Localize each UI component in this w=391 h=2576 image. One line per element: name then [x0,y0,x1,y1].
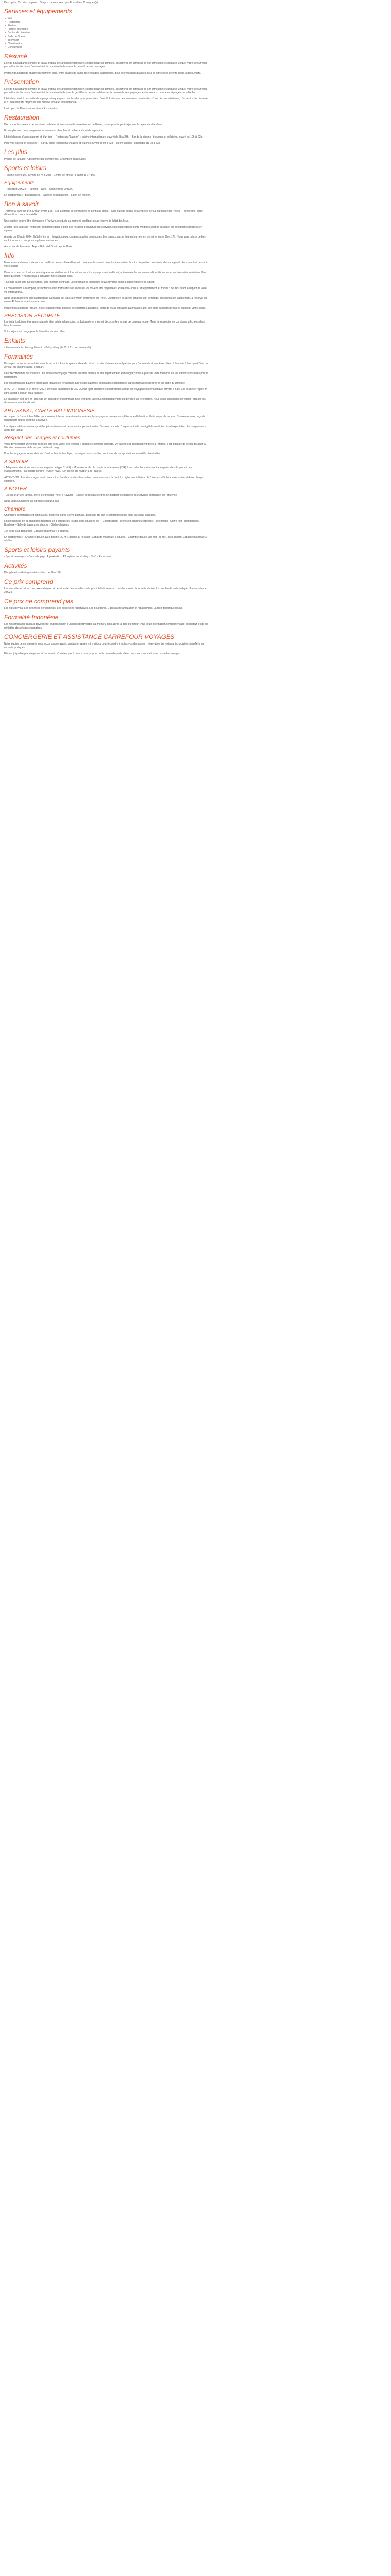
subsection-heading: A NOTER [4,486,27,492]
paragraph: Une caution pourra être demandée à l'arrivée, restituée au moment du départ sous réserve de l'état des lieux. [4,219,129,223]
section-heading: Résumé [4,53,27,60]
paragraph: A partir du 29 août 2024, l'hôtel entre en rénovation pour certaines parties communes. Les travaux auront lieu en journée, en semaine, entre 9h et 17h. Nous vous prions de bien vouloir nous excuser pour la gêne occasionnée. [4,235,206,242]
service-item: • Conciergerie [5,46,387,49]
paragraph: Les vols aller et retour. Les taxes aéroport et de sécurité. Les transferts aéroport / hôtel / aéroport. Le séjour selon la formule choisie. Le nombre de nuits indiqué. Une assistance 24h/24. [4,587,207,594]
breadcrumb-intro: Description Ce prix comprend : 5 à prix ne comprend pas Formalités Consignes(s) [4,1,99,4]
section-heading: Formalités [4,353,34,360]
paragraph: Il est recommandé de souscrire une assurance voyage couvrant les frais médicaux et le rapatriement. Renseignez-vous auprès de votre médecin sur les vaccins conseillés pour la destination. [4,372,208,379]
paragraph: - En cas d'arrivée tardive, merci de prévenir l'hôtel à l'avance. - L'hôtel se réserve le droit de modifier les horaires des services en fonction de l'affluence. [4,494,178,497]
service-item: • Salle de fitness [5,35,387,39]
paragraph: Vous devez porter une tenue correcte lors de la visite des temples : épaules et genoux couverts. Un sarong est généralement prêté à l'entrée. Il est d'usage de ne pas toucher la tête des personnes et de ne pas pointer du doigt. [4,443,206,449]
paragraph: L'hôtel dispose de 48 chambres réparties en 3 catégories. Toutes sont équipées de : - Climatisation - Télévision (chaînes satellites) - Téléphone - Coffre-fort - Réfrigérateur - Bouilloire - Salle de bains avec douche - Sèche-cheveux [4,520,201,527]
paragraph: Plongée et snorkeling (certains sites, de 7h à 17h). [4,571,62,574]
paragraph: L'île de Bali apparaît comme un joyau tropical de l'archipel indonésien, célèbre pour ses temples, ses rizières en terrasses et son atmosphère spirituelle unique. Votre séjour vous permettra de découvrir l'authenticité de la culture balinaise et la beauté de ses paysages. [4,62,207,69]
paragraph: Aucun vol de France en Airport Bali. Vol Direct depuis Paris. [4,245,73,248]
paragraph: Les règles relatives au transport d'objets artisanaux et de souvenirs peuvent varier. Certains produits d'origine animale ou végétale sont interdits à l'exportation. Renseignez-vous avant tout achat. [4,425,207,432]
paragraph: Le passeport doit être en bon état. Un passeport endommagé peut entraîner un refus d'embarquement ou d'entrée sur le territoire. Nous vous conseillons de vérifier l'état de vos documents avant le départ. [4,398,206,404]
service-item: • Piscine [5,24,387,28]
service-item: • Climatisation [5,42,387,46]
service-item: • Wifi [5,17,387,21]
paragraph: Tous nos tarifs sont par personne, sauf mention contraire. Les prestations indiquées peuvent varier selon la disponibilité et la saison. [4,281,155,284]
services-section [4,8,387,49]
services-title: Services et équipements [4,8,72,15]
paragraph: Découvrez les saveurs de la cuisine balinaise et internationale au restaurant de l'hôtel, ouvert pour le petit-déjeuner, le déjeuner et le dîner. [4,123,163,126]
service-item: • Centre de bien-être [5,31,387,35]
section-heading: Les plus [4,148,27,156]
paragraph: Les ressortissants d'autres nationalités doivent se renseigner auprès des autorités consulaires compétentes sur les formalités d'entrée et de sortie du territoire. [4,382,186,385]
section-heading: Activités [4,562,27,569]
paragraph: Profitez d'un hôtel de charme idéalement situé, entre plages de sable fin et villages traditionnels, pour des vacances placées sous le signe de la détente et de la découverte. [4,72,201,75]
paragraph: A noter : les taxes de l'hôtel sont comprises dans le prix. Les horaires d'ouverture des services sont susceptibles d'être modifiés selon la saison et les conditions sanitaires en vigueur. [4,226,202,232]
subsection-heading: Équipements [4,180,35,186]
paragraph: - Adaptateur électrique recommandé (prise de type C et F). - Monnaie locale : la roupie indonésienne (IDR). Les cartes bancaires sont acceptées dans la plupart des établissements. - Décalage horaire : +6h en hiver, +7h en été par rapport à la France. [4,466,192,473]
service-item: • Télévision [5,39,387,42]
subsection-heading: A SAVOIR [4,459,28,465]
section-heading: Restauration [4,114,40,121]
paragraph: - Piscine extérieure, ouverte de 7h à 20h. - Centre de fitness (à partir de 17 ans). [4,174,96,177]
paragraph: - Spa et massages. - Cours de yoga. A proximité : - Plongée et snorkeling. - Surf. - Excursions. [4,555,112,558]
paragraph: ATTENTION : Tout dommage causé dans votre chambre ou dans les parties communes sera facturé. Le règlement intérieur de l'hôtel est affiché à la réception et dans chaque chambre. [4,476,204,483]
paragraph: Dans tous les cas, il est important que vous vérifiiez les informations de votre voyage avant le départ, notamment les documents d'identité requis et les formalités sanitaires. Pour toute question, n'hésitez pas à contacter notre service client. [4,271,207,278]
section-heading: Sports et loisirs payants [4,546,70,553]
paragraph: 1 lit bébé (sur demande). Capacité maximale : 3 adultes. [4,530,69,533]
section-heading: Ce prix ne comprend pas [4,598,74,605]
subsection-heading: Chambre [4,506,26,512]
paragraph: En supplément : - Blanchisserie. - Service de bagagerie. - Salon de réunion. [4,194,91,197]
paragraph: En supplément : - Chambre deluxe avec piscine (20 m²), balcon ou terrasse. Capacité maximale 3 adultes. - Chambre deluxe vue mer (25 m²), avec balcon. Capacité maximale 3 adultes. [4,536,207,543]
paragraph: Personnes à mobilité réduite : notre établissement dispose de chambres adaptées. Merci de nous contacter au préalable afin que nous puissions préparer au mieux votre séjour. [4,307,206,310]
paragraph: Elle est joignable par téléphone et par e-mail. N'hésitez pas à nous contacter pour toute demande particulière. Nous vous souhaitons un excellent voyage. [4,652,180,655]
paragraph: Passeport en cours de validité, valable au moins 6 mois après la date de retour. Un visa d'entrée est obligatoire pour l'Indonésie et peut être obtenu à l'arrivée à l'aéroport (Visa on Arrival) ou en ligne avant le départ. [4,362,208,369]
paragraph: Les ressortissants français doivent être en possession d'un passeport valable au moins 6 mois après la date de retour. Pour toute information complémentaire, consultez le site du ministère des Affaires étrangères. [4,623,208,630]
paragraph: A NOTER : depuis le 14 février 2024, une taxe touristique de 150 000 IDR par personne est demandée à tous les voyageurs internationaux arrivant à Bali. Elle peut être réglée en ligne avant le départ ou à l'arrivée. [4,388,208,395]
page [0,0,391,669]
section-heading: CONCIERGERIE ET ASSISTANCE CARREFOUR VOYAGES [4,633,175,640]
paragraph: - Réception 24h/24. - Parking. - Wi-fi. - Conciergerie 24h/24. [4,188,73,191]
subsection-heading: ARTISANAT, CARTE BALI INDONÉSIE [4,408,95,414]
paragraph: Nous vous souhaitons un agréable séjour à Bali. [4,500,60,503]
section-heading: Ce prix comprend [4,578,53,585]
paragraph: L'hôtel dispose d'un restaurant et d'un bar : - Restaurant "Lagoon" : cuisine internationale, ouvert de 7h à 23h. - Bar de la piscine : boissons et collations, ouvert de 10h à 22h. [4,135,203,139]
paragraph: Nous vous rappelons que l'aéroport de Denpasar est situé à environ 30 minutes de l'hôtel. Un transfert peut être organisé sur demande, moyennant un supplément, à réserver au moins 48 heures avant votre arrivée. [4,297,207,303]
paragraph: Chambres confortables et lumineuses, décorées dans le style balinais, disposant de tout le confort moderne pour un séjour agréable. [4,514,156,517]
paragraph: La conversation à l'aéroport, les horaires et les formalités à la sortie du vol doivent être respectées. Présentez-vous à l'enregistrement au moins 3 heures avant le départ de votre vol international. [4,287,207,294]
service-item: • Piscine extérieure [5,28,387,31]
paragraph: Pour les voyageurs se rendant sur d'autres îles de l'archipel, renseignez-vous sur les conditions de transport et les formalités éventuelles. [4,452,161,455]
section-heading: Formalité Indonésie [4,614,59,621]
paragraph: Proche de la plage. A proximité des commerces. Chambres spacieuses. [4,158,87,161]
subsection-heading: Respect des usages et coutumes [4,435,80,441]
paragraph: L'île de Bali apparaît comme un joyau tropical de l'archipel indonésien, célèbre pour ses temples, ses rizières en terrasses et son atmosphère spirituelle unique. Votre séjour vous permettra de découvrir l'authenticité de la culture balinaise, la gentillesse de ses habitants et la beauté de ses paysages, entre volcans, cascades et plages de sable fin. [4,88,207,94]
paragraph: - Piscine enfants. En supplément : - Baby-sitting (de 7h à 21h sur demande). [4,346,92,349]
section-heading: Présentation [4,78,39,86]
paragraph: L'aéroport de Denpasar se situe à 9 km environ. [4,107,59,110]
services-list [4,17,387,49]
service-item: • Restaurant [5,21,387,24]
paragraph: En supplément, nous proposons le service en chambre et un bar au bord de la piscine. [4,129,104,132]
section-heading: Sports et loisirs [4,164,47,172]
paragraph: Les frais de visa. Les dépenses personnelles. Les excursions facultatives. Les pourboires. L'assurance annulation et rapatriement. La taxe touristique locale. [4,607,183,610]
paragraph: A compter du 1er octobre 2024, pour toute entrée sur le territoire indonésien, les voyageurs doivent compléter une déclaration électronique de douane. Conservez votre reçu de déclaration pour le contrôle à l'arrivée. [4,415,205,422]
paragraph: Pour vos soirées et boissons : - Bar du lobby : boissons chaudes et fraîches ouvert de 9h à 23h. - Room service : disponible de 7h à 22h. [4,142,161,145]
paragraph: Votre séjour est conçu pour le bien-être de tous. Merci. [4,330,67,333]
paragraph: Notre équipe de conciergerie vous accompagne avant, pendant et après votre séjour pour répondre à toutes vos demandes : réservation de restaurants, activités, transferts ou conseils pratiques. [4,642,204,649]
section-heading: Enfants [4,337,25,344]
paragraph: Nous sommes heureux de vous accueillir et de vous faire découvrir notre établissement. Nos équipes restent à votre disposition pour toute demande particulière avant et pendant votre séjour. [4,261,207,268]
section-heading: Info [4,252,15,259]
body-content [4,53,387,656]
section-heading: Bon à savoir [4,200,39,208]
subsection-heading: PRÉCISION SÉCURITÉ [4,313,60,319]
paragraph: Les enfants doivent être accompagnés d'un adulte à la piscine. La baignade en mer est déconseillée en cas de drapeau rouge. Merci de respecter les consignes affichées dans l'établissement. [4,320,205,327]
paragraph: L'hôtel est situé à proximité de la plage et à quelques minutes des principaux sites d'intérêt. Il dispose de chambres confortables, d'une piscine extérieure, d'un centre de bien-être et d'un restaurant proposant une cuisine locale et internationale. [4,97,208,104]
paragraph: - Arrivée à partir de 14h. Départ avant 12h. - Les animaux de compagnie ne sont pas admis. - Des frais de séjour peuvent être perçus sur place par l'hôtel. - Prévoir une pièce d'identité en cours de validité. [4,210,203,216]
